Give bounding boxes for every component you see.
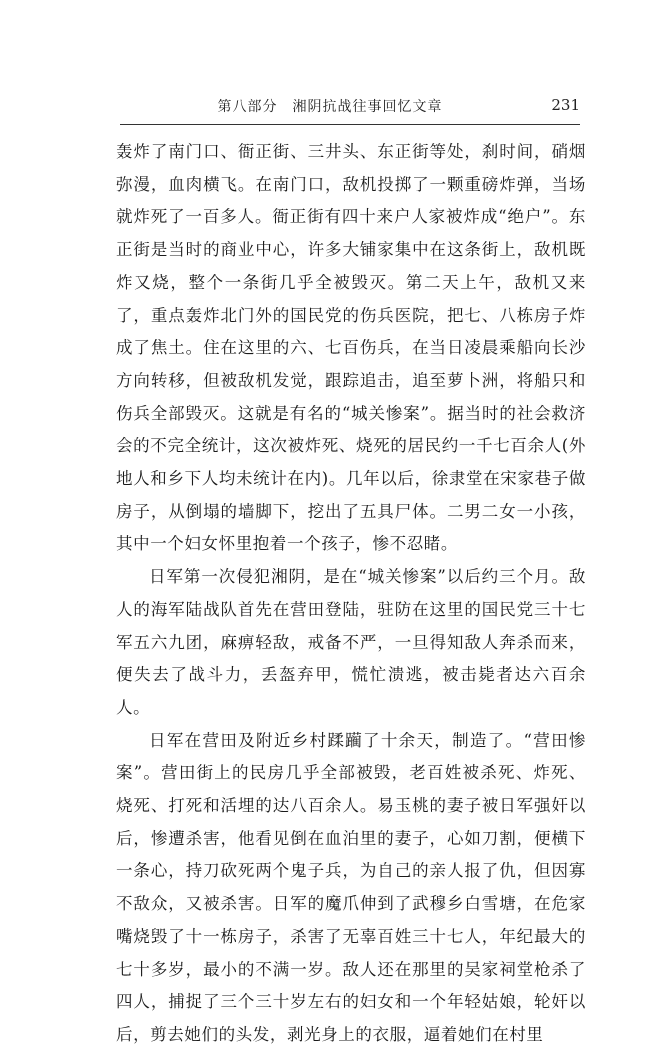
- running-header: [120, 94, 580, 124]
- body-text: [116, 136, 586, 1052]
- paragraph-1: 轰炸了南门口、衙正街、三井头、东正街等处，刹时间，硝烟弥漫，血肉横飞。在南门口，敌机投掷了一颗重磅炸弹，当场就炸死了一百多人。衙正街有四十来户人家被炸成“绝户”。东正街是当时的商业中心，许多大铺家集中在这条街上，敌机既炸又烧，整个一条街几乎全被毁灭。第二天上午，敌机又来了，重点轰炸北门外的国民党的伤兵医院，把七、八栋房子炸成了焦土。住在这里的六、七百伤兵，在当日凌晨乘船向长沙方向转移，但被敌机发觉，跟踪追击，追至萝卜洲，将船只和伤兵全部毁灭。这就是有名的“城关惨案”。据当时的社会救济会的不完全统计，这次被炸死、烧死的居民约一千七百余人(外地人和乡下人均未统计在内)。几年以后，徐隶堂在宋家巷子做房子，从倒塌的墙脚下，挖出了五具尸体。二男二女一小孩，其中一个妇女怀里抱着一个孩子，惨不忍睹。: [116, 142, 586, 554]
- paragraph-2: 日军第一次侵犯湘阴，是在“城关惨案”以后约三个月。敌人的海军陆战队首先在营田登陆，驻防在这里的国民党三十七军五六九团，麻痹轻敌，戒备不严，一旦得知敌人奔杀而来，便失去了战斗力，丢盔弃甲，慌忙溃逃，被击毙者达六百余人。: [116, 567, 586, 717]
- paragraph-3: 日军在营田及附近乡村蹂躏了十余天，制造了。“营田惨案”。营田街上的民房几乎全部被毁，老百姓被杀死、炸死、烧死、打死和活埋的达八百余人。易玉桃的妻子被日军强奸以后，惨遭杀害，他看见倒在血泊里的妻子，心如刀割，便横下一条心，持刀砍死两个鬼子兵，为自己的亲人报了仇，但因寡不敌众，又被杀害。日军的魔爪伸到了武穆乡白雪塘，在危家嘴烧毁了十一栋房子，杀害了无辜百姓三十七人，年纪最大的七十多岁，最小的不满一岁。敌人还在那里的吴家祠堂枪杀了四人，捕捉了三个三十岁左右的妇女和一个年轻姑娘，轮奸以后，剪去她们的头发，剥光身上的衣服，逼着她们在村里: [116, 730, 586, 1044]
- running-header-title: 第八部分 湘阴抗战往事回忆文章: [217, 99, 443, 115]
- page-number: 231: [551, 96, 580, 114]
- header-rule: [120, 124, 580, 125]
